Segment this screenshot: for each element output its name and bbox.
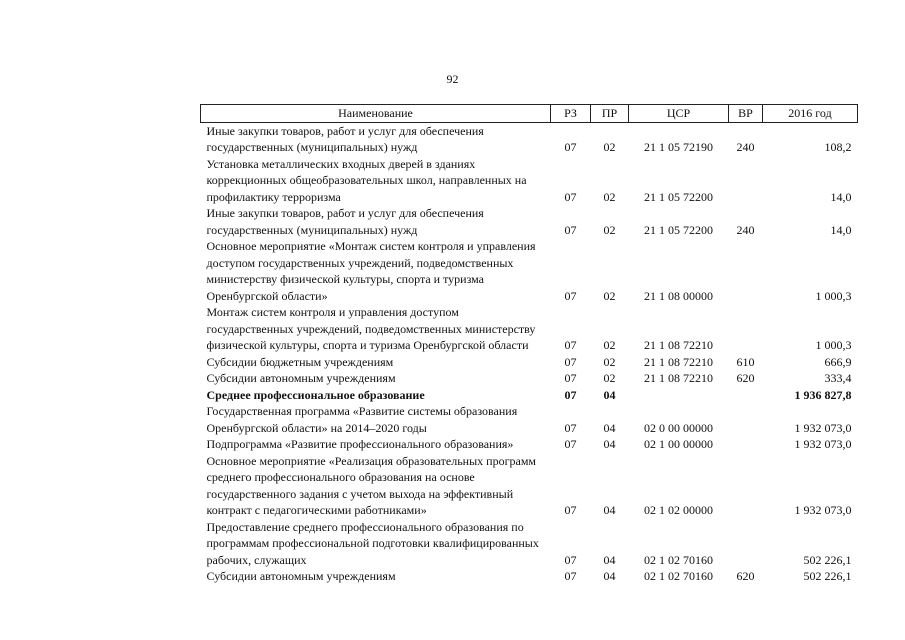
row-vr: 620	[736, 371, 755, 385]
row-pr: 02	[603, 354, 616, 369]
row-vr	[729, 519, 763, 569]
row-amount: 1 000,3	[815, 338, 852, 352]
row-vr	[729, 304, 763, 354]
table-body	[201, 122, 858, 585]
row-amount: 108,2	[824, 140, 852, 154]
row-name: Иные закупки товаров, работ и услуг для обеспечения государственных (муниципальных) нужд	[206, 123, 484, 154]
row-name: Среднее профессиональное образование	[206, 387, 425, 402]
row-vr: 610	[736, 354, 755, 369]
header-vr: ВР	[729, 105, 763, 123]
row-name: Субсидии автономным учреждениям	[206, 371, 396, 385]
row-pr: 04	[603, 437, 616, 451]
row-csr: 21 1 08 72210	[644, 338, 713, 352]
row-vr	[729, 156, 763, 206]
table-row	[201, 122, 858, 156]
row-vr	[729, 238, 763, 304]
row-csr: 21 1 05 72200	[644, 189, 713, 204]
row-pr: 02	[603, 288, 616, 303]
row-pr: 04	[603, 387, 616, 402]
table-row	[201, 238, 858, 304]
row-amount: 502 226,1	[803, 569, 852, 583]
table-row	[201, 370, 858, 387]
row-name: Подпрограмма «Развитие профессионального образования»	[206, 437, 514, 451]
row-rz: 07	[564, 189, 577, 204]
row-csr: 02 1 02 70160	[644, 552, 713, 567]
header-amount: 2016 год	[763, 105, 858, 123]
row-rz: 07	[564, 222, 577, 237]
row-amount: 14,0	[830, 222, 852, 237]
page-number: 92	[446, 72, 459, 86]
row-rz: 07	[564, 503, 577, 517]
row-csr: 02 1 02 00000	[644, 503, 713, 517]
row-csr: 02 0 00 00000	[644, 420, 713, 435]
row-rz: 07	[564, 140, 577, 154]
table-row	[201, 403, 858, 436]
table-row	[201, 519, 858, 569]
header-csr: ЦСР	[629, 105, 729, 123]
row-csr	[629, 387, 729, 404]
row-name: Основное мероприятие «Реализация образовательных программ среднего профессионального образования на основе государственного задания с учетом выхода на эффективный контракт с педагогическими работниками»	[206, 453, 537, 517]
table-row	[201, 354, 858, 371]
row-pr: 02	[603, 371, 616, 385]
table-row	[201, 304, 858, 354]
row-vr	[729, 453, 763, 519]
row-rz: 07	[564, 387, 577, 402]
row-name: Государственная программа «Развитие системы образования Оренбургской области» на 2014–2020 годы	[206, 404, 518, 435]
row-pr: 04	[603, 503, 616, 517]
row-amount: 333,4	[824, 371, 852, 385]
table-row	[201, 568, 858, 585]
row-amount: 14,0	[830, 189, 852, 204]
row-amount: 1 932 073,0	[794, 503, 852, 517]
row-rz: 07	[564, 420, 577, 435]
row-rz: 07	[564, 338, 577, 352]
row-csr: 21 1 08 72210	[644, 371, 713, 385]
row-csr: 21 1 08 72210	[644, 354, 713, 369]
header-name: Наименование	[201, 105, 551, 123]
row-pr: 02	[603, 140, 616, 154]
row-csr: 02 1 02 70160	[644, 569, 713, 583]
row-vr: 240	[736, 222, 755, 237]
row-rz: 07	[564, 371, 577, 385]
row-amount: 1 000,3	[815, 288, 852, 303]
table-header-row	[201, 105, 858, 123]
row-vr: 620	[736, 569, 755, 583]
table-row	[201, 436, 858, 453]
row-pr: 02	[603, 189, 616, 204]
table-row	[201, 205, 858, 238]
row-amount: 1 936 827,8	[794, 387, 852, 402]
row-amount: 1 932 073,0	[794, 420, 852, 435]
budget-table	[200, 104, 858, 585]
row-pr: 04	[603, 420, 616, 435]
row-pr: 04	[603, 552, 616, 567]
header-pr: ПР	[591, 105, 629, 123]
row-vr	[729, 436, 763, 453]
row-name: Основное мероприятие «Монтаж систем контроля и управления доступом государственных учреждений, подведомственных министерству физической культуры, спорта и туризма Оренбургской области»	[206, 239, 536, 303]
row-csr: 21 1 05 72200	[644, 222, 713, 237]
row-name: Субсидии автономным учреждениям	[206, 569, 396, 583]
header-rz: РЗ	[551, 105, 591, 123]
row-name: Субсидии бюджетным учреждениям	[206, 354, 394, 369]
row-csr: 21 1 08 00000	[644, 288, 713, 303]
row-name: Иные закупки товаров, работ и услуг для обеспечения государственных (муниципальных) нужд	[206, 206, 484, 237]
row-csr: 02 1 00 00000	[644, 437, 713, 451]
row-name: Предоставление среднего профессионального образования по программам профессиональной подготовки квалифицированных рабочих, служащих	[206, 519, 539, 567]
row-amount: 502 226,1	[803, 552, 852, 567]
row-pr: 02	[603, 222, 616, 237]
row-vr: 240	[736, 140, 755, 154]
table-row	[201, 387, 858, 404]
row-pr: 04	[603, 569, 616, 583]
table-row	[201, 453, 858, 519]
row-pr: 02	[603, 338, 616, 352]
row-rz: 07	[564, 288, 577, 303]
row-rz: 07	[564, 569, 577, 583]
table-row	[201, 156, 858, 206]
row-name: Монтаж систем контроля и управления доступом государственных учреждений, подведомственных министерству физической культуры, спорта и туризма Оренбургской области	[206, 305, 536, 352]
row-csr: 21 1 05 72190	[644, 140, 713, 154]
row-rz: 07	[564, 437, 577, 451]
row-vr	[729, 403, 763, 436]
row-amount: 1 932 073,0	[794, 437, 852, 451]
row-rz: 07	[564, 354, 577, 369]
row-name: Установка металлических входных дверей в зданиях коррекционных общеобразовательных школ, направленных на профилактику терроризма	[206, 156, 527, 204]
row-rz: 07	[564, 552, 577, 567]
row-amount: 666,9	[824, 354, 852, 369]
row-vr	[729, 387, 763, 404]
